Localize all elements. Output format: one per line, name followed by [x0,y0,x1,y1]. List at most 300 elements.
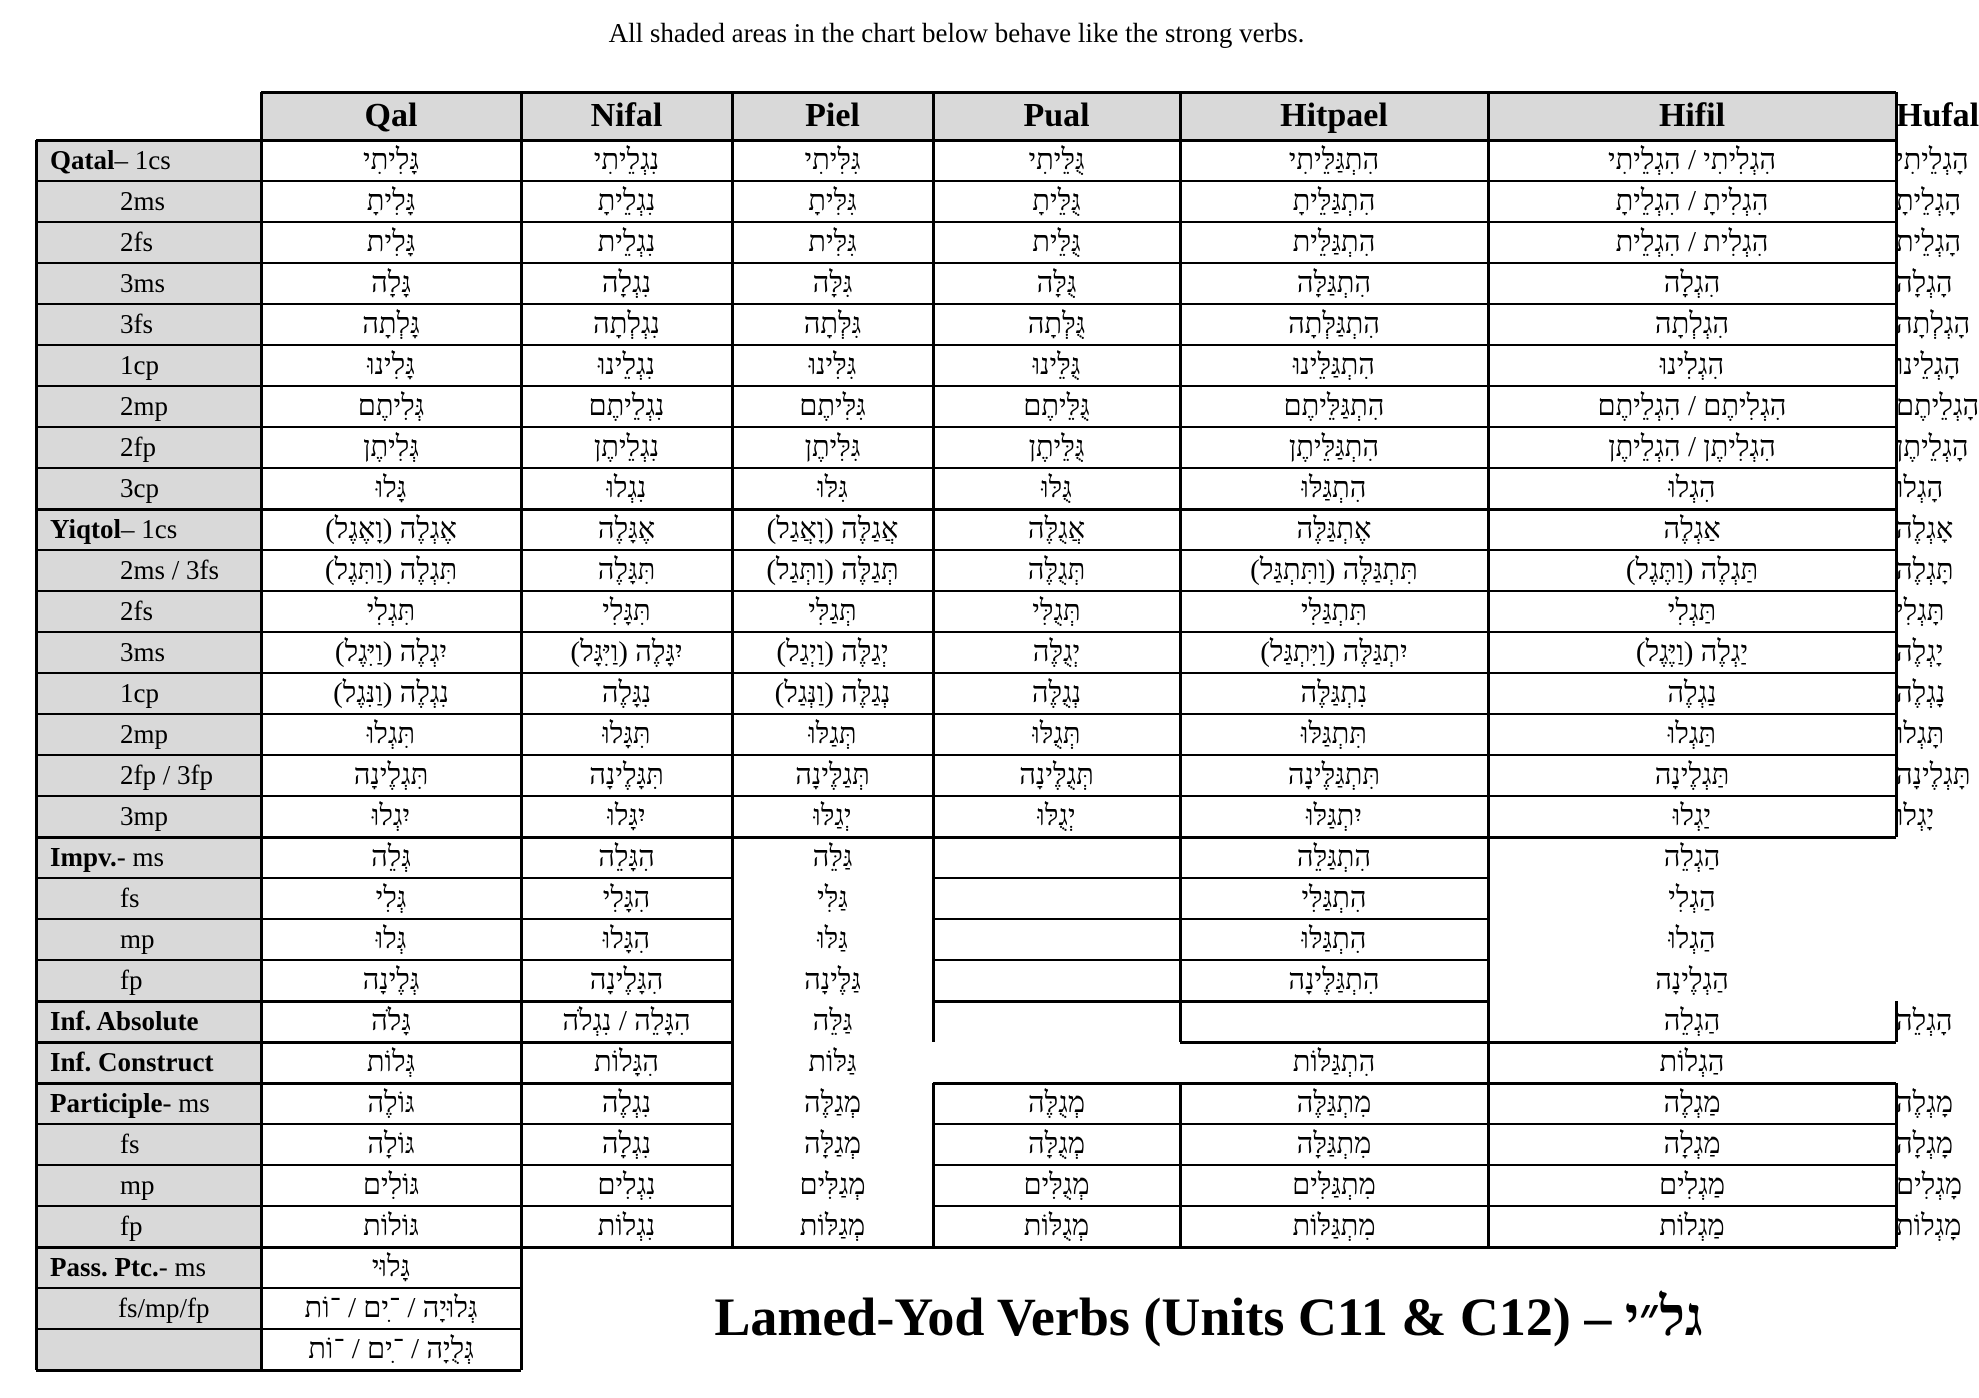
form-cell-hufal: הָגְלֵיתֶם [1896,390,1979,422]
form-cell-qal: גְּלֵה [371,841,411,873]
row-form-label: mp [120,1170,155,1200]
form-cell-piel: מְגַלֶּה [804,1087,862,1119]
form-cell-pual: גֻּלֵּיתִי [1028,144,1085,176]
form-cell-hitpael: הִתְגַּלּוּ [1301,472,1367,504]
grid-line [260,140,263,1370]
form-cell-hifil: מַגְלֶה [1663,1087,1721,1119]
row-label [36,919,261,960]
stem-header-qal: Qal [364,97,418,134]
row-label [36,960,261,1001]
row-form-label: 3mp [120,801,169,831]
grid-line [36,1164,732,1166]
row-label [36,591,261,632]
form-cell-hufal: תָּגְלֶה [1896,554,1954,586]
form-cell-hitpael: אֶתְגַּלֶּה [1296,513,1372,545]
row-group-label: Yiqtol [50,514,122,544]
form-cell-qal: גָּלִיתִי [362,144,420,176]
row-form-label: fp [120,965,143,995]
row-label [36,386,261,427]
form-cell-qal: גּוֹלִים [362,1169,420,1201]
row-label [36,1247,261,1288]
row-label [36,222,261,263]
form-cell-nifal: נִגְלָה [601,267,652,299]
form-cell-hifil: נַגְלֶה [1667,677,1717,709]
row-group-label: Participle [50,1088,163,1118]
form-cell-nifal: נִגְלִים [597,1169,656,1201]
form-cell-pual: מְגֻלֶּה [1028,1087,1086,1119]
form-cell-hifil: תַּגְלֶינָה [1654,759,1730,791]
grid-line [36,754,1896,756]
row-label [36,181,261,222]
form-cell-nifal: הִגָּלוּ [602,923,651,955]
form-cell-piel: גִּלִּיתֶן [804,431,861,463]
grid-line [732,836,1896,839]
form-cell-hitpael: הִתְגַּלֵּיתִי [1288,144,1380,176]
form-cell-nifal: תִּגָּלֶינָה [589,759,664,791]
form-cell-hufal: הָגְלֵה [1896,1005,1953,1037]
grid-line [1179,140,1182,1042]
grid-line [731,140,734,1247]
form-cell-hifil: יַגְלֶה (וַיֶּגֶל) [1635,636,1749,668]
row-label [36,468,261,509]
form-cell-piel: גַּלּוּ [817,923,848,955]
form-cell-hifil: הִגְלִיתִי / הִגְלֵיתִי [1608,144,1776,176]
form-cell-hitpael: נִתְגַּלֶּה [1300,677,1368,709]
grid-line [36,1287,521,1289]
form-cell-piel: מְגַלִּים [799,1169,866,1201]
form-cell-hitpael: הִתְגַּלֵּינוּ [1293,349,1375,381]
grid-line [36,1246,521,1249]
row-group-label: Inf. Absolute [50,1006,199,1036]
grid-line [36,590,1896,592]
form-cell-hitpael: הִתְגַּלּוֹת [1292,1046,1376,1078]
form-cell-pual: גֻּלְּתָה [1027,308,1086,340]
form-cell-hitpael: הִתְגַּלִּי [1301,882,1367,914]
stem-header-nifal: Nifal [590,97,663,134]
grid-line [520,140,523,1370]
row-form-label: 3ms [120,637,166,667]
row-label [36,1124,261,1165]
form-cell-hifil: הַגְלוּ [1668,923,1716,955]
grid-line [260,92,263,140]
row-form-label: 2fp / 3fp [120,760,213,790]
grid-line [36,549,1896,551]
grid-line [36,467,1896,469]
form-cell-qal: גְּלִי [375,882,407,914]
form-cell-qal: גְּלֶינָה [362,964,420,996]
form-cell-piel: תְּגַלֶּינָה [795,759,870,791]
chart-note: All shaded areas in the chart below behave like the strong verbs. [608,18,1305,48]
form-cell-piel: גַּלֵּה [812,1005,853,1037]
form-cell-nifal: תִּגָּלֶה [597,554,656,586]
form-cell-hitpael: יִתְגַּלּוּ [1306,800,1362,832]
form-cell-piel: גַּלִּי [817,882,848,914]
form-cell-nifal: תִּגָּלוּ [602,718,651,750]
form-cell-hitpael: תִּתְגַּלֶּה (וַתִּתְגַּל) [1250,554,1418,586]
grid-line [36,344,1896,346]
row-label [36,1206,261,1247]
grid-line [731,92,734,140]
form-cell-nifal: נִגְלְתָה [593,308,660,340]
grid-line [1487,140,1490,1247]
grid-line [36,672,1896,674]
row-label [36,345,261,386]
form-cell-hifil: הִגְלִינוּ [1659,349,1725,381]
form-cell-pual: מְגֻלִּים [1023,1169,1090,1201]
row-form-label: – 1cs [114,145,171,175]
form-cell-piel: גִּלָּה [812,267,853,299]
grid-line [932,140,935,837]
form-cell-nifal: נִגְלָה [601,1128,652,1160]
grid-line [1895,140,1898,837]
grid-line [36,1082,732,1085]
form-cell-nifal: הִגָּלוֹת [594,1046,659,1078]
form-cell-hufal: מָגְלִים [1896,1169,1963,1201]
row-form-label: 3cp [120,473,159,503]
form-cell-piel: גִּלִּיתָ [808,185,857,217]
form-cell-pual: גֻּלֵּינוּ [1032,349,1081,381]
grid-line [1895,92,1898,140]
form-cell-qal: אֶגְלֶה (וָאֶגֶל) [325,513,457,545]
form-cell-hufal: מָגְלֶה [1896,1087,1954,1119]
form-cell-nifal: אֶגָּלֶה [597,513,656,545]
row-label [36,632,261,673]
form-cell-qal: גָּלִינוּ [367,349,415,381]
form-cell-piel: יְגַלֶּה (וַיְגַל) [776,636,889,668]
form-cell-nifal: נִגָּלֶה [601,677,652,709]
row-form-label: 2fs [120,596,153,626]
form-cell-qal: גָּלֹה [371,1005,411,1037]
form-cell-hitpael: הִתְגַּלֵּה [1296,841,1372,873]
form-cell-nifal: יִגָּלֶה (וַיִּגָּל) [570,636,683,668]
form-cell-pual: יְגֻלּוּ [1037,800,1076,832]
row-form-label: 3fs [120,309,153,339]
form-cell-nifal: נִגְלוֹת [597,1210,656,1242]
form-cell-qal: גָּלוּ [375,472,407,504]
form-cell-qal: תִּגְלֶה (וַתִּגֶל) [324,554,458,586]
form-cell-hifil: הִגְלִיתֶם / הִגְלֵיתֶם [1597,390,1787,422]
stem-header-hifil: Hifil [1658,97,1726,134]
form-cell-hufal: תָּגְלִי [1896,595,1945,627]
grid-line [1895,1001,1898,1042]
form-cell-piel: גַּלּוֹת [808,1046,857,1078]
grid-line [1487,92,1490,140]
form-cell-pual: גֻּלֵּיתֶן [1028,431,1085,463]
form-cell-hifil: תַּגְלִי [1667,595,1717,627]
form-cell-hifil: הַגְלֶינָה [1655,964,1729,996]
paradigm-chart [36,92,1979,1382]
row-form-label: - ms [162,1088,210,1118]
form-cell-pual: מְגֻלּוֹת [1023,1210,1090,1242]
form-cell-hitpael: מִתְגַּלֶּה [1296,1087,1372,1119]
form-cell-qal: תִּגְלִי [366,595,416,627]
row-form-label: 2ms / 3fs [120,555,220,585]
grid-line [36,385,1896,387]
row-group-label: Impv. [50,842,117,872]
grid-line [1895,1083,1898,1247]
grid-line [520,92,523,140]
form-cell-qal: יִגְלוּ [371,800,411,832]
form-cell-hitpael: הִתְגַּלֵּיתָ [1292,185,1376,217]
grid-line [1179,92,1182,140]
grid-line [36,1041,732,1044]
row-label [36,304,261,345]
grid-line [36,139,1896,142]
form-cell-hufal: הָגְלֵית [1896,226,1962,258]
form-cell-hifil: תַּגְלוּ [1667,718,1717,750]
form-cell-pual: תְּגֻלִּי [1032,595,1081,627]
form-cell-hufal: תָּגְלוּ [1896,718,1945,750]
form-cell-hitpael: הִתְגַּלָּה [1296,267,1372,299]
row-label [36,1083,261,1124]
row-label [36,1001,261,1042]
grid-line [1488,1041,1896,1044]
grid-line [36,1123,732,1125]
grid-line [36,1328,521,1330]
row-label [36,1329,261,1370]
form-cell-hifil: הִגְלוּ [1668,472,1716,504]
form-cell-nifal: הִגָּלֵה / נִגְלֹה [562,1005,691,1037]
form-cell-qal: גְּלוֹת [366,1046,416,1078]
form-cell-hifil: הִגְלִיתֶן / הִגְלֵיתֶן [1608,431,1776,463]
form-cell-piel: גִּלִּיתִי [804,144,861,176]
grid-line [933,1082,1180,1085]
form-cell-hifil: מַגְלִים [1658,1169,1726,1201]
form-cell-hitpael: מִתְגַּלָּה [1296,1128,1372,1160]
form-cell-pual: אֲגֻלֶּה [1027,513,1086,545]
form-cell-nifal: נִגְלֶה [601,1087,652,1119]
form-cell-piel: נְגַלֶּה (וַנְּגַל) [774,677,891,709]
row-label [36,837,261,878]
row-label [36,755,261,796]
form-cell-piel: גַּלֶּינָה [804,964,861,996]
form-cell-piel: גִּלְּתָה [803,308,862,340]
form-cell-hitpael: מִתְגַּלִּים [1292,1169,1376,1201]
form-cell-hitpael: תִּתְגַּלֶּינָה [1287,759,1381,791]
grid-line [933,959,1488,961]
grid-line [932,837,935,1001]
row-form-label: - ms [116,842,165,872]
form-cell-hitpael: הִתְגַּלְּתָה [1288,308,1380,340]
form-cell-piel: גַּלֵּה [812,841,853,873]
form-cell-nifal: נִגְלֵיתֶם [588,390,665,422]
form-cell-pual: גֻּלֵּית [1032,226,1081,258]
row-group-label: Inf. Construct [50,1047,214,1077]
row-label [36,878,261,919]
form-cell-piel: תְּגַלִּי [808,595,857,627]
grid-line [1179,1083,1182,1247]
form-cell-qal: גְּלוּ [375,923,407,955]
form-cell-hufal: הָגְלָה [1896,267,1953,299]
stem-header-piel: Piel [805,97,860,134]
form-cell-qal: גָּלָה [371,267,411,299]
grid-line [35,140,38,1370]
form-cell-hitpael: מִתְגַּלּוֹת [1292,1210,1376,1242]
row-label [36,1288,261,1329]
grid-line [36,1205,732,1207]
form-cell-nifal: נִגְלֵיתִי [593,144,660,176]
grid-line [36,877,732,879]
form-cell-nifal: הִגָּלֵה [598,841,655,873]
grid-line [36,1000,732,1003]
grid-line [932,1083,935,1247]
form-cell-nifal: נִגְלֵינוּ [597,349,656,381]
form-cell-qal: נִגְלֶה (וַנִּגֶל) [333,677,449,709]
form-cell-pual: תְּגֻלֶּה [1027,554,1086,586]
form-cell-nifal: יִגָּלוּ [607,800,646,832]
form-cell-piel: אֲגַלֶּה (וָאֲגַל) [766,513,899,545]
form-cell-hufal: מָגְלָה [1896,1128,1954,1160]
grid-line [933,918,1488,920]
grid-line [36,713,1896,715]
form-cell-hifil: יַגְלוּ [1672,800,1712,832]
form-cell-qal: יִגְלֶה (וַיִּגֶל) [334,636,448,668]
form-cell-pual: תְּגֻלֶּינָה [1019,759,1094,791]
row-form-label: mp [120,924,155,954]
grid-line [36,303,1896,305]
form-cell-hufal: הָגְלוּ [1896,472,1944,504]
grid-line [36,959,732,961]
row-form-label: fs [120,1129,140,1159]
row-form-label: 2mp [120,719,169,749]
form-cell-pual: גֻּלָּה [1036,267,1077,299]
row-label [36,1042,261,1083]
form-cell-pual: גֻּלּוּ [1041,472,1072,504]
form-cell-pual: יְגֻלֶּה [1032,636,1081,668]
form-cell-hitpael: הִתְגַּלּוּ [1301,923,1367,955]
form-cell-nifal: נִגְלֵיתָ [597,185,656,217]
form-cell-piel: יְגַלּוּ [813,800,852,832]
stem-header-hufal: Hufal [1896,97,1979,134]
grid-line [932,92,935,140]
form-cell-nifal: הִגָּלֶינָה [589,964,664,996]
row-form-label: 2ms [120,186,166,216]
form-cell-hifil: הַגְלִי [1668,882,1716,914]
form-cell-qal: גְּלִיתֶם [357,390,425,422]
grid-line [933,877,1488,879]
form-cell-qal: גּוֹלֶה [367,1087,415,1119]
form-cell-piel: גִּלִּית [808,226,857,258]
row-label [36,140,261,181]
form-cell-hufal: נָגְלֶה [1896,677,1946,709]
form-cell-piel: גִּלּוּ [817,472,848,504]
form-cell-hifil: הַגְלֵה [1663,841,1721,873]
form-cell-qal: גָּלְתָה [362,308,420,340]
form-cell-hitpael: תִּתְגַּלּוּ [1301,718,1367,750]
form-cell-hitpael: הִתְגַּלֵּיתֶם [1283,390,1385,422]
form-cell-hifil: הִגְלִיתָ / הִגְלֵיתָ [1615,185,1769,217]
form-cell-nifal: תִּגָּלִי [602,595,651,627]
row-label [36,1165,261,1206]
form-cell-hufal: הָגְלֵיתָ [1896,185,1962,217]
form-cell-hufal: הָגְלֵיתִי [1896,144,1969,176]
form-cell-hifil: הַגְלוֹת [1659,1046,1725,1078]
row-label [36,263,261,304]
row-group-label: Pass. Ptc. [50,1252,159,1282]
form-cell-nifal: נִגְלוּ [606,472,647,504]
row-form-label: 2mp [120,391,169,421]
grid-line [261,91,1896,94]
form-cell-hifil: הִגְלָה [1663,267,1721,299]
row-form-label: 2fp [120,432,156,462]
form-cell-pual: גֻּלֵּיתָ [1032,185,1081,217]
row-form-label: fp [120,1211,143,1241]
form-cell-qal: גָּלוּי [371,1251,411,1283]
form-cell-hufal: מָגְלוֹת [1896,1210,1962,1242]
row-form-label: 1cp [120,350,159,380]
row-label [36,673,261,714]
chart-title: Lamed-Yod Verbs (Units C11 & C12) – גל״י [714,1286,1703,1347]
row-form-label: fs/mp/fp [118,1293,210,1323]
row-form-label: 1cp [120,678,159,708]
grid-line [36,795,1896,797]
form-cell-piel: מְגַלּוֹת [799,1210,866,1242]
form-cell-hitpael: הִתְגַּלֵּית [1292,226,1376,258]
form-cell-hufal: יָגְלֶה [1896,636,1944,668]
form-cell-piel: תְּגַלֶּה (וַתְּגַל) [766,554,899,586]
form-cell-hitpael: הִתְגַּלֵּיתֶן [1288,431,1380,463]
form-cell-hifil: תַּגְלֶה (וַתֶּגֶל) [1625,554,1759,586]
grid-line [36,426,1896,428]
form-cell-nifal: נִגְלֵית [597,226,656,258]
grid-line [36,180,1896,182]
row-form-label: - ms [158,1252,206,1282]
stem-header-hitpael: Hitpael [1280,97,1388,134]
form-cell-hifil: הִגְלִית / הִגְלֵית [1615,226,1769,258]
row-label [36,714,261,755]
form-cell-hifil: הִגְלְתָה [1654,308,1730,340]
form-cell-hitpael: הִתְגַּלֶּינָה [1288,964,1380,996]
row-label [36,427,261,468]
form-cell-qal: גְּלֻיָה / ־ִים / ־וֹת [308,1333,474,1365]
form-cell-qal: גּוֹלָה [367,1128,415,1160]
form-cell-hufal: אָגְלֶה [1896,513,1954,545]
stem-header-pual: Pual [1023,97,1090,134]
form-cell-hufal: יָגְלוּ [1896,800,1935,832]
form-cell-qal: תִּגְלוּ [366,718,416,750]
form-cell-qal: גְּלוּיָה / ־ִים / ־וֹת [304,1292,478,1324]
form-cell-qal: גָּלִיתָ [366,185,416,217]
row-form-label: fs [120,883,140,913]
form-cell-pual: נְגֻלֶּה [1031,677,1082,709]
grid-line [36,918,732,920]
form-cell-nifal: נִגְלֵיתֶן [593,431,660,463]
form-cell-hifil: אַגְלֶה [1663,513,1721,545]
form-cell-qal: גְּלִיתֶן [363,431,419,463]
row-form-label: 2fs [120,227,153,257]
grid-line [36,631,1896,633]
row-form-label: 3ms [120,268,166,298]
form-cell-qal: גּוֹלוֹת [363,1210,419,1242]
form-cell-pual: תְּגֻלּוּ [1032,718,1081,750]
form-cell-hufal: תָּגְלֶינָה [1896,759,1971,791]
form-cell-piel: גִּלִּיתֶם [799,390,866,422]
grid-line [36,508,1896,511]
grid-line [36,1369,521,1372]
grid-line [933,1123,1896,1125]
form-cell-hufal: הָגְלְתָה [1896,308,1971,340]
form-cell-hufal: הָגְלֵינוּ [1896,349,1961,381]
grid-line [933,1164,1896,1166]
form-cell-qal: גָּלִית [366,226,416,258]
row-form-label: – 1cs [121,514,178,544]
form-cell-hitpael: תִּתְגַּלִּי [1300,595,1368,627]
grid-line [1488,1082,1896,1085]
form-cell-hifil: הַגְלֵה [1663,1005,1721,1037]
form-cell-pual: מְגֻלָּה [1028,1128,1086,1160]
form-cell-pual: גֻּלֵּיתֶם [1023,390,1090,422]
form-cell-hifil: מַגְלוֹת [1659,1210,1725,1242]
